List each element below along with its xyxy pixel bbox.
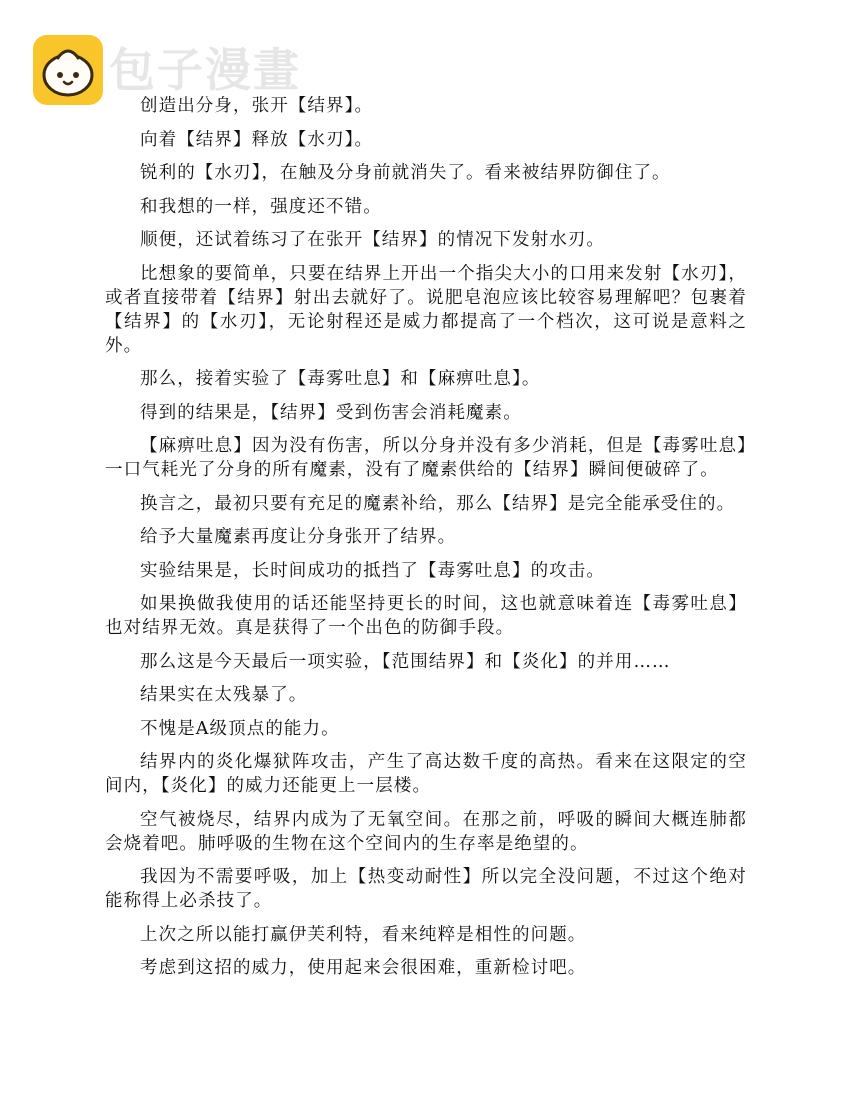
paragraph: 结果实在太残暴了。 [140, 685, 308, 705]
paragraph: 换言之，最初只要有充足的魔素补给，那么【结界】是完全能承受住的。 [140, 493, 736, 514]
paragraph: 不愧是A级顶点的能力。 [140, 718, 340, 739]
paragraph: 【麻痹吐息】因为没有伤害，所以分身并没有多少消耗，但是【毒雾吐息】一口气耗光了分身的所有魔素，没有了魔素供给的【结界】瞬间便破碎了。 [105, 436, 747, 480]
paragraph: 如果换做我使用的话还能坚持更长的时间，这也就意味着连【毒雾吐息】也对结界无效。真是获得了一个出色的防御手段。 [105, 594, 747, 638]
paragraph: 顺便，还试着练习了在张开【结界】的情况下发射水刃。 [140, 230, 605, 250]
paragraph: 那么这是今天最后一项实验，【范围结界】和【炎化】的并用…… [140, 651, 671, 672]
paragraph: 考虑到这招的威力，使用起来会很困难，重新检讨吧。 [140, 958, 587, 978]
bun-face-icon [33, 35, 103, 105]
paragraph: 空气被烧尽，结界内成为了无氧空间。在那之前，呼吸的瞬间大概连肺都会烧着吧。肺呼吸的生物在这个空间内的生存率是绝望的。 [105, 809, 747, 854]
paragraph: 比想象的要简单，只要在结界上开出一个指尖大小的口用来发射【水刃】，或者直接带着【结界】射出去就好了。说肥皂泡应该比较容易理解吧？包裹着【结界】的【水刃】，无论射程还是威力都提高了一个档次，这可说是意料之外。 [105, 263, 747, 356]
paragraph: 那么，接着实验了【毒雾吐息】和【麻痹吐息】。 [140, 369, 541, 389]
paragraph: 实验结果是，长时间成功的抵挡了【毒雾吐息】的攻击。 [140, 560, 605, 581]
paragraph: 创造出分身，张开【结界】。 [140, 96, 374, 116]
watermark-text: 包子漫畫 [109, 43, 301, 97]
article-body [105, 94, 747, 990]
paragraph: 结界内的炎化爆狱阵攻击，产生了高达数千度的高热。看来在这限定的空间内，【炎化】的威力还能更上一层楼。 [105, 752, 747, 796]
paragraph: 我因为不需要呼吸，加上【热变动耐性】所以完全没问题，不过这个绝对能称得上必杀技了。 [105, 867, 747, 911]
paragraph: 和我想的一样，强度还不错。 [140, 196, 382, 217]
paragraph: 上次之所以能打赢伊芙利特，看来纯粹是相性的问题。 [140, 924, 587, 945]
paragraph: 得到的结果是，【结界】受到伤害会消耗魔素。 [140, 402, 522, 423]
paragraph: 锐利的【水刃】，在触及分身前就消失了。看来被结界防御住了。 [140, 163, 671, 183]
paragraph: 向着【结界】释放【水刃】。 [140, 129, 374, 150]
paragraph: 给予大量魔素再度让分身张开了结界。 [140, 527, 457, 547]
